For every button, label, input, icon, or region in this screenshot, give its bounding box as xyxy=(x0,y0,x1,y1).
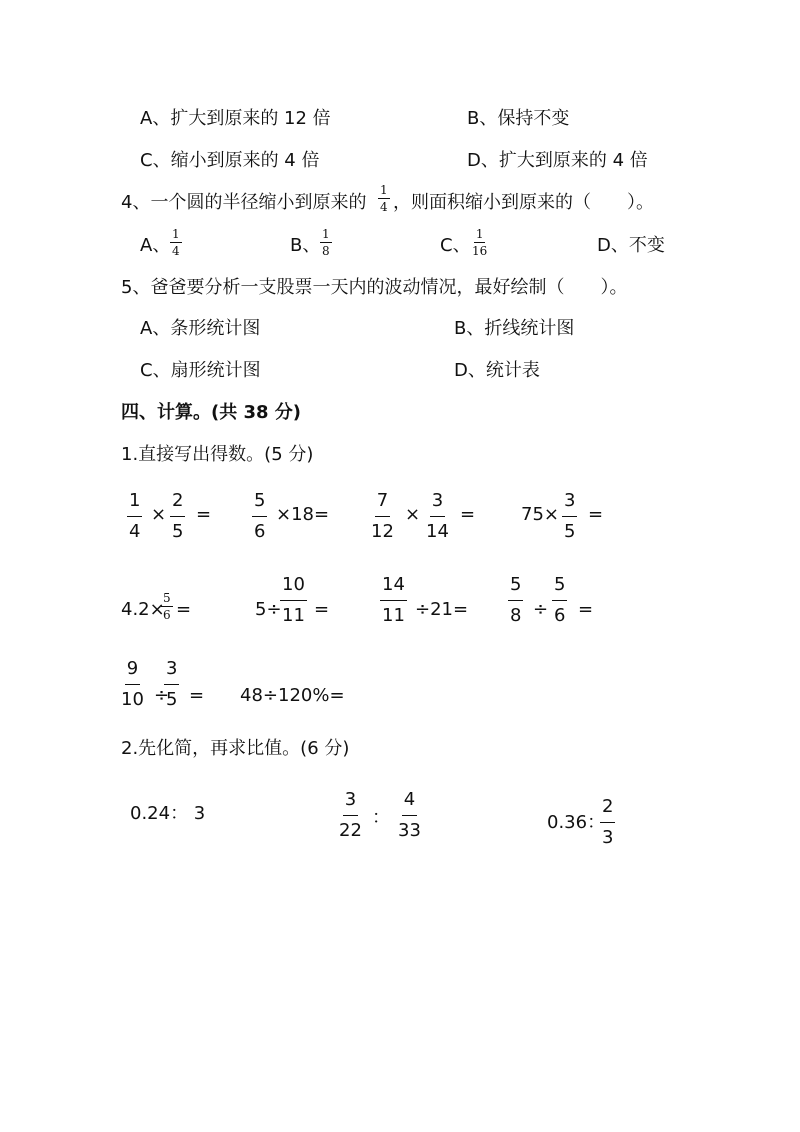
fraction xyxy=(552,573,567,628)
denominator: 4 xyxy=(129,521,141,542)
q5-option-b: B、折线统计图 xyxy=(454,318,575,339)
equals-sign: = xyxy=(460,504,476,525)
fraction xyxy=(380,573,407,628)
fraction xyxy=(396,788,423,843)
denominator: 10 xyxy=(121,689,144,710)
q4-option-b-label: B、 xyxy=(290,235,321,256)
expression-prefix: 75× xyxy=(521,504,559,525)
q4-fraction-denominator: 4 xyxy=(380,200,388,214)
equals-sign: = xyxy=(189,685,205,706)
fraction xyxy=(119,657,146,712)
q4-option-c-fraction xyxy=(470,227,489,258)
fraction xyxy=(161,591,173,622)
times-sign: × xyxy=(151,504,167,525)
expression: 48÷120%= xyxy=(240,685,345,706)
equals-sign: = xyxy=(176,599,192,620)
numerator: 3 xyxy=(430,489,445,517)
fraction xyxy=(369,489,396,544)
expression-prefix: 4.2× xyxy=(121,599,165,620)
q4-prefix: 4、一个圆的半径缩小到原来的 xyxy=(121,192,367,213)
expression-prefix: 5÷ xyxy=(255,599,282,620)
denominator: 5 xyxy=(564,521,576,542)
numerator: 5 xyxy=(163,591,171,605)
part1-title: 1.直接写出得数。(5 分) xyxy=(121,444,314,465)
q3-option-c: C、缩小到原来的 4 倍 xyxy=(140,150,320,171)
times-sign: × xyxy=(405,504,421,525)
numerator: 3 xyxy=(343,788,358,816)
denominator: 22 xyxy=(339,820,362,841)
fraction xyxy=(508,573,523,628)
denominator: 5 xyxy=(166,689,178,710)
denominator: 8 xyxy=(510,605,522,626)
q4-fraction-numerator: 1 xyxy=(380,183,388,197)
divide-sign: ÷ xyxy=(533,599,549,620)
numerator: 5 xyxy=(508,573,523,601)
denominator: 6 xyxy=(254,521,266,542)
q4-option-a-fraction xyxy=(170,227,182,258)
ratio-colon: ： xyxy=(372,807,390,828)
equals-sign: = xyxy=(588,504,604,525)
numerator: 14 xyxy=(380,573,407,601)
denominator: 3 xyxy=(602,827,614,848)
fraction xyxy=(164,657,179,712)
fraction xyxy=(280,573,307,628)
equals-sign: = xyxy=(578,599,594,620)
denominator: 16 xyxy=(472,244,488,258)
fraction xyxy=(252,489,267,544)
q4-option-b-fraction xyxy=(320,227,332,258)
q3-option-b: B、保持不变 xyxy=(467,108,570,129)
denominator: 5 xyxy=(172,521,184,542)
numerator: 7 xyxy=(375,489,390,517)
denominator: 12 xyxy=(371,521,394,542)
q4-fraction xyxy=(378,183,390,214)
numerator: 5 xyxy=(252,489,267,517)
ratio-expression: 0.24： 3 xyxy=(130,803,206,824)
denominator: 11 xyxy=(382,605,405,626)
numerator: 9 xyxy=(125,657,140,685)
denominator: 33 xyxy=(398,820,421,841)
fraction xyxy=(562,489,577,544)
numerator: 1 xyxy=(475,227,484,241)
numerator: 5 xyxy=(552,573,567,601)
q3-option-d: D、扩大到原来的 4 倍 xyxy=(467,150,648,171)
expression-rest: ×18= xyxy=(276,504,330,525)
part2-title: 2.先化简，再求比值。(6 分) xyxy=(121,738,350,759)
expression-rest: ÷21= xyxy=(415,599,469,620)
q5-option-a: A、条形统计图 xyxy=(140,318,261,339)
q5-option-c: C、扇形统计图 xyxy=(140,360,261,381)
numerator: 1 xyxy=(127,489,142,517)
equals-sign: = xyxy=(314,599,330,620)
numerator: 3 xyxy=(562,489,577,517)
fraction xyxy=(600,795,615,850)
numerator: 2 xyxy=(170,489,185,517)
fraction xyxy=(127,489,142,544)
equals-sign: = xyxy=(196,504,212,525)
denominator: 6 xyxy=(554,605,566,626)
denominator: 14 xyxy=(426,521,449,542)
q4-suffix: ，则面积缩小到原来的（ ）。 xyxy=(393,192,654,213)
numerator: 2 xyxy=(600,795,615,823)
q5-option-d: D、统计表 xyxy=(454,360,540,381)
numerator: 3 xyxy=(164,657,179,685)
denominator: 11 xyxy=(282,605,305,626)
divide-sign: ÷ xyxy=(154,685,170,706)
fraction xyxy=(170,489,185,544)
denominator: 6 xyxy=(163,608,171,622)
section4-title: 四、计算。(共 38 分) xyxy=(121,402,302,423)
numerator: 4 xyxy=(402,788,417,816)
denominator: 4 xyxy=(172,244,180,258)
fraction xyxy=(424,489,451,544)
numerator: 10 xyxy=(280,573,307,601)
q5-question: 5、爸爸要分析一支股票一天内的波动情况，最好绘制（ ）。 xyxy=(121,277,628,298)
numerator: 1 xyxy=(172,227,180,241)
ratio-prefix: 0.36： xyxy=(547,812,606,833)
q4-option-c-label: C、 xyxy=(440,235,471,256)
numerator: 1 xyxy=(322,227,330,241)
fraction xyxy=(337,788,364,843)
q4-option-a-label: A、 xyxy=(140,235,171,256)
q4-option-d: D、不变 xyxy=(597,235,665,256)
denominator: 8 xyxy=(322,244,330,258)
q3-option-a: A、扩大到原来的 12 倍 xyxy=(140,108,331,129)
